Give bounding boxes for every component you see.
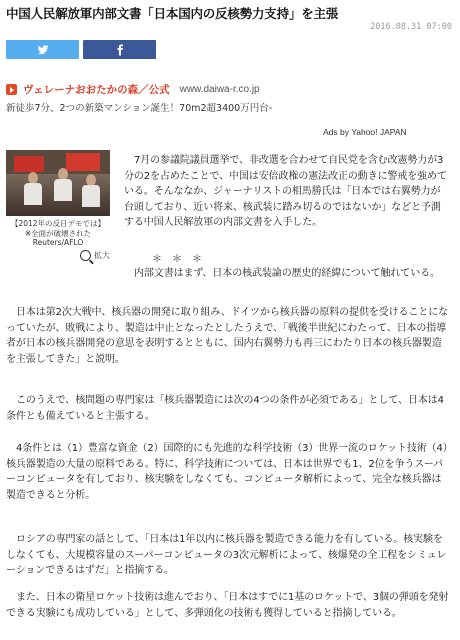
article-paragraph-5: 4条件とは（1）豊富な資金（2）国際的にも先進的な科学技術（3）世界一流のロケット技術（4）核兵器製造の大量の原料である。特に、科学技術については、日本は世界でも1、2位を争うスーパーコンピュータを有しており、核実験をしなくても、コンピュータ解析によって、完全な核兵器は製造できると分析。 <box>6 443 448 501</box>
article-title: 中国人民解放軍内部文書「日本国内の反核勢力支持」を主張 <box>6 6 339 21</box>
article-date: 2016.08.31 07:00 <box>370 22 452 32</box>
share-buttons <box>6 40 156 59</box>
ad-arrow-icon <box>6 84 17 95</box>
ad-name-link[interactable]: ヴェレーナおおたかの森／公式 <box>23 84 170 96</box>
article-paragraph-4: このうえで、核問題の専門家は「核兵器製造には次の4つの条件が必須である」として、日本は4条件とも備えていると主張する。 <box>6 395 444 422</box>
ads-by-label[interactable]: Ads by Yahoo! JAPAN <box>323 127 407 137</box>
caption-line-1: 【2012年の反日デモでは】 <box>10 219 106 228</box>
caption-line-2: ※全面が破壊された <box>24 228 92 238</box>
article-photo-box <box>6 150 116 261</box>
twitter-share-button[interactable] <box>6 40 79 59</box>
article-paragraph-3: 日本は第2次大戦中、核兵器の開発に取り組み、ドイツから核兵器の原料の提供を受けることになっていたが、敗戦により、製造は中止となったとしたうえで、「戦後半世紀にわたって、日本の指導者が日本の核兵器開発の意思を表明するとともに、国内右翼勢力も再三にわたり日本の核兵器製造を主張してきた」と説明。 <box>6 307 449 365</box>
caption-credit: Reuters/AFLO <box>32 238 84 247</box>
article-paragraph-1: 7月の参議院議員選挙で、非改選を合わせて自民党を含む改憲勢力が3分の2を占めたことで、中国は安倍政権の憲法改正の動きに警戒を強めている。そんななか、ジャーナリストの相馬勝氏は「日本では右翼勢力が台頭しており、近い将来、核武装に踏み切るのではないか」などと予測する中国人民解放軍の内部文書を入手した。 <box>124 155 447 228</box>
article-photo[interactable] <box>6 150 110 216</box>
facebook-f-icon <box>114 44 126 56</box>
section-divider-stars: ＊＊＊ <box>152 254 212 265</box>
enlarge-button[interactable] <box>6 250 110 261</box>
article-paragraph-7: また、日本の衛星ロケット技術は進んでおり、「日本はすでに1基のロケットで、3個の弾頭を発射できる実験にも成功している」として、多弾頭化の技術も獲得していると指摘している。 <box>6 592 449 619</box>
ad-description[interactable]: 新徒歩7分、2つの新築マンション誕生！70m2超3400万円台- <box>6 103 273 114</box>
article-paragraph-2: 内部文書はまず、日本の核武装論の歴史的経緯について触れている。 <box>134 268 440 279</box>
magnifier-icon <box>80 250 91 261</box>
enlarge-label: 拡大 <box>94 250 110 260</box>
article-paragraph-6: ロシアの専門家の話として、「日本は1年以内に核兵器を製造できる能力を有している。核実験をしなくても、大規模容量のスーパーコンピュータの3次元解析によって、核爆発の全工程をシミュレーションできるはずだ」と指摘する。 <box>6 534 447 576</box>
twitter-bird-icon <box>37 44 49 56</box>
ad-url[interactable]: www.daiwa-r.co.jp <box>179 84 260 95</box>
facebook-share-button[interactable] <box>83 40 156 59</box>
photo-caption <box>6 219 110 248</box>
sponsored-ad[interactable] <box>6 82 426 114</box>
